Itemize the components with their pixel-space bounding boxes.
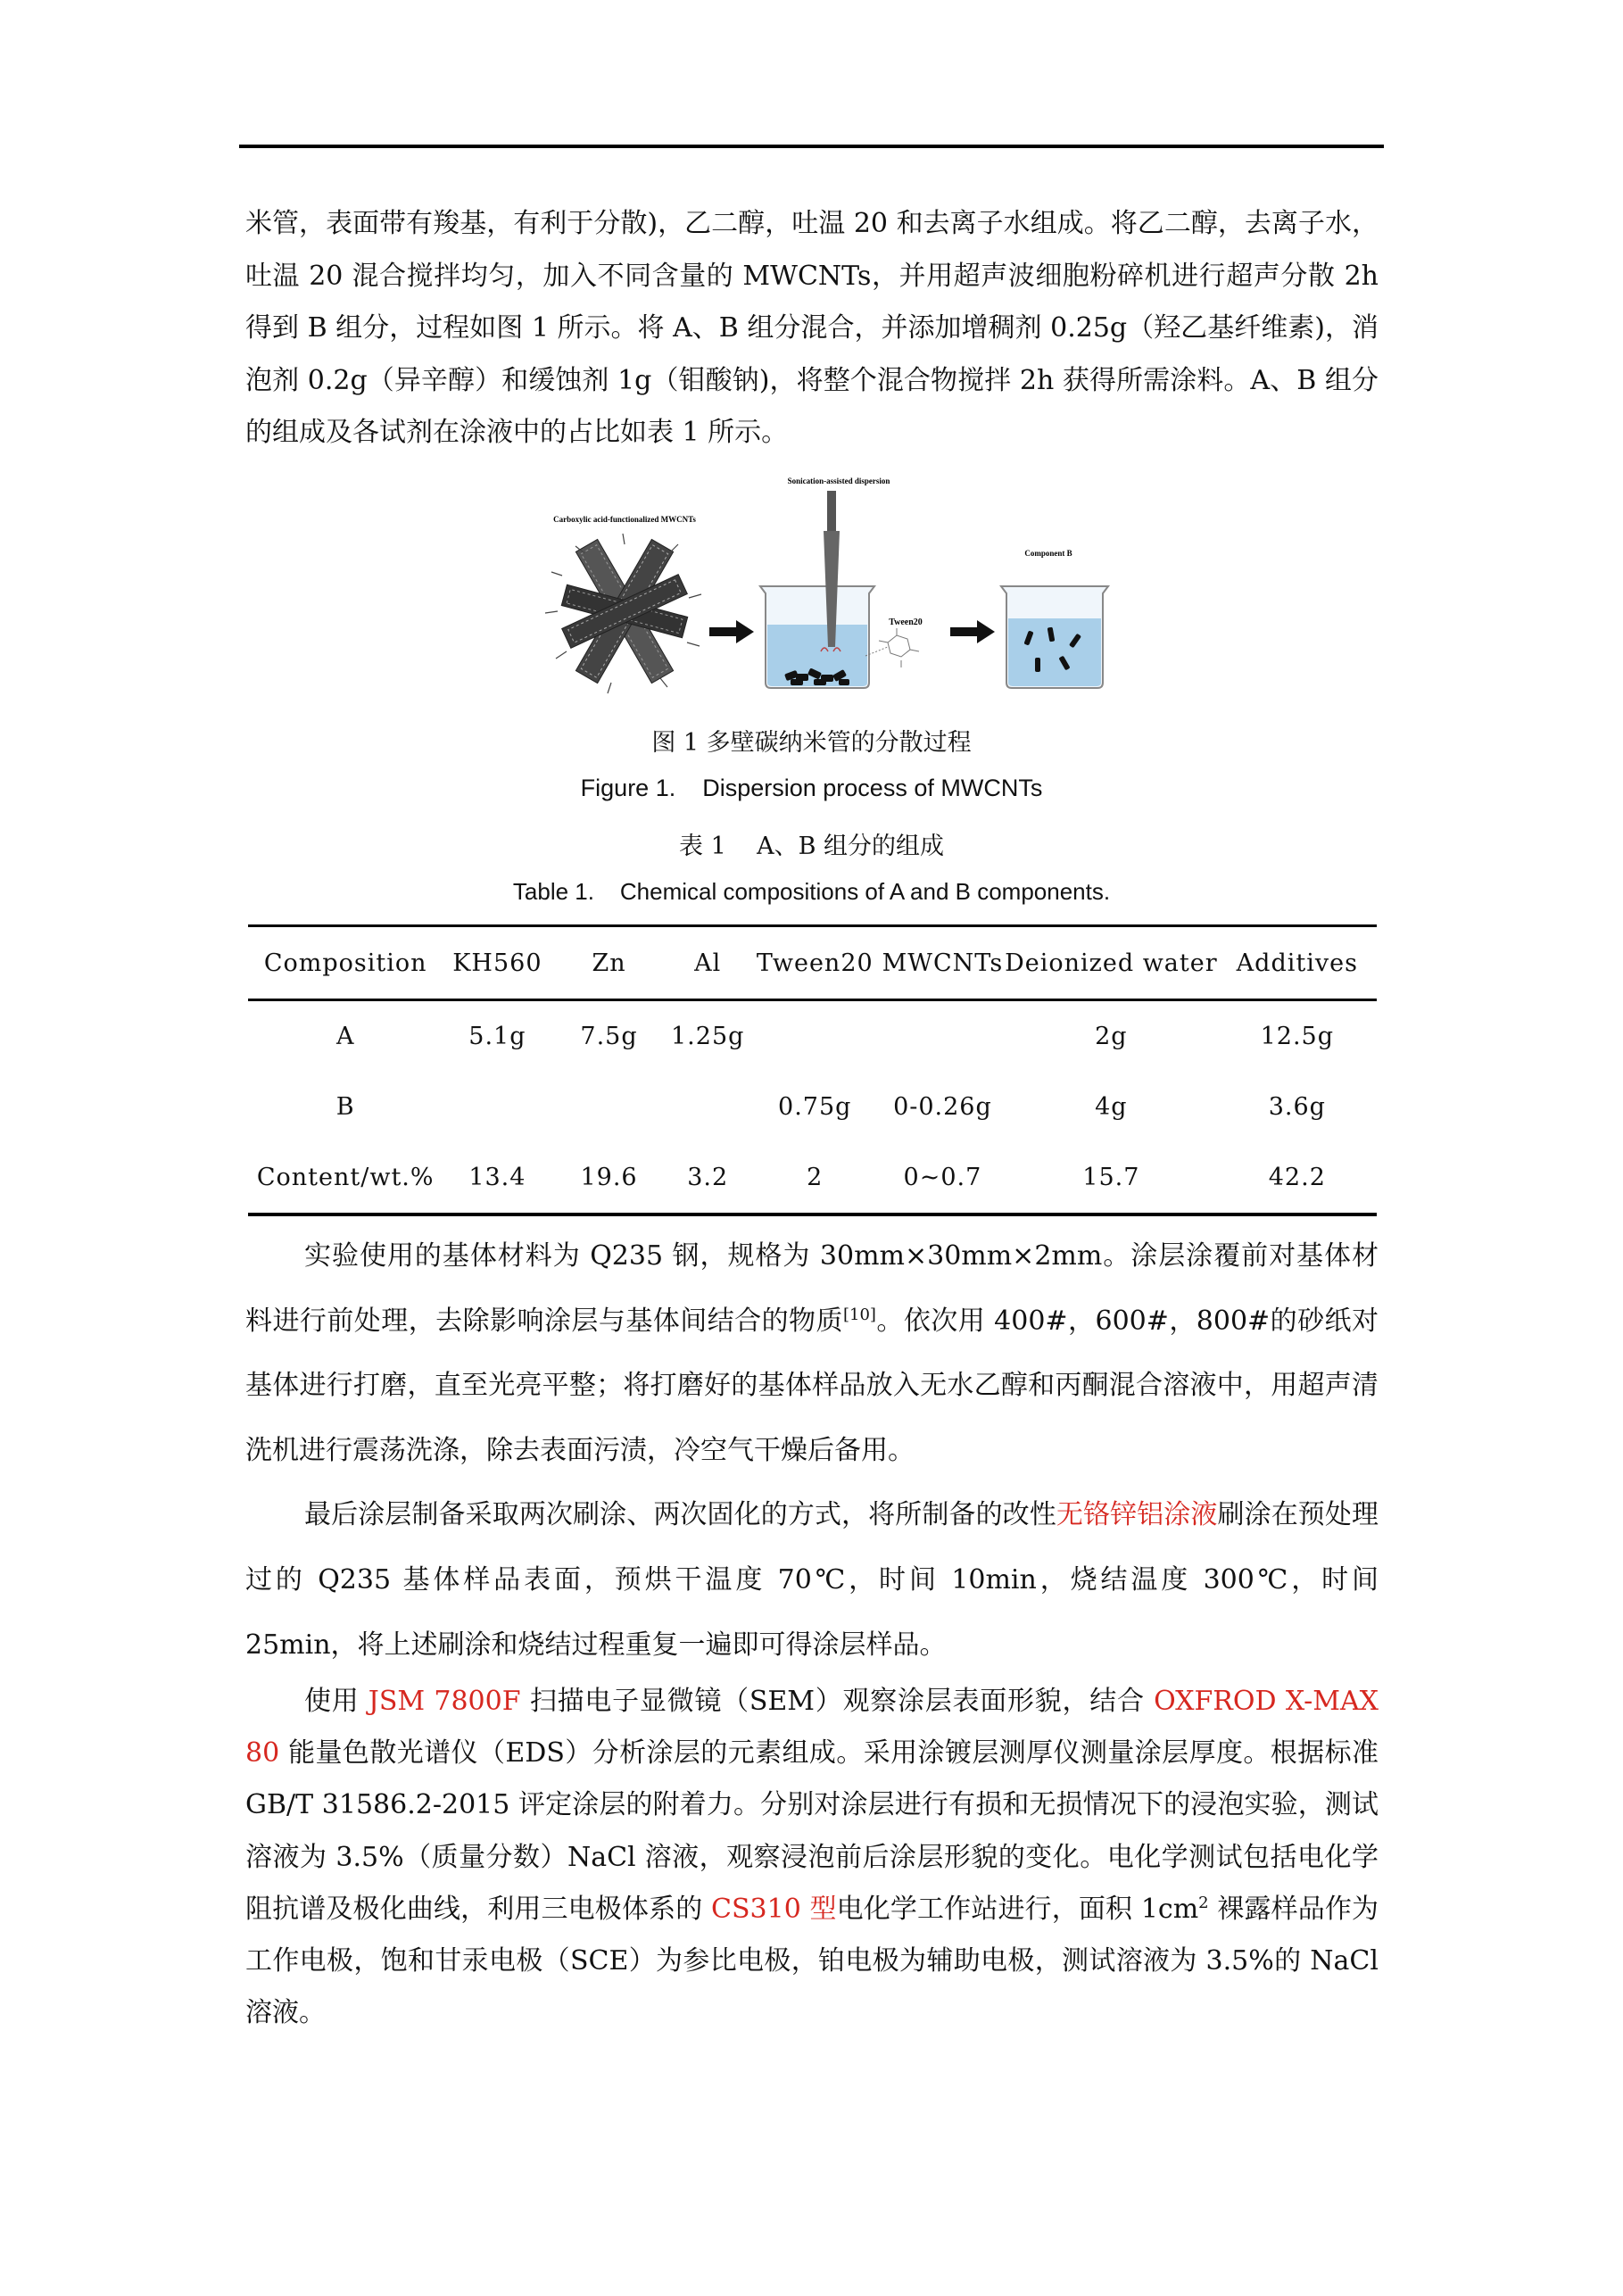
paragraph-1: 米管，表面带有羧基，有利于分散)，乙二醇，吐温 20 和去离子水组成。将乙二醇，去离子水，吐温 20 混合搅拌均匀，加入不同含量的 MWCNTs，并用超声波细胞粉碎机进行超声分散 2h 得到 B 组分，过程如图 1 所示。将 A、B 组分混合，并添加增稠剂 0.25g（羟乙基纤维素)，消泡剂 0.2g（异辛醇）和缓蚀剂 1g（钼酸钠)，将整个混合物搅拌 2h 获得所需涂料。A、B 组分的组成及各试剂在涂液中的占比如表 1 所示。 <box>245 208 1379 448</box>
figure-label-mwcnts: Carboxylic acid-functionalized MWCNTs <box>553 515 696 524</box>
table-header-cell: MWCNTs <box>882 949 1004 977</box>
table-cell: 15.7 <box>1082 1164 1140 1191</box>
highlight-text: OXFROD X-MAX 80 <box>245 1686 1379 1770</box>
table-cell: 1.25g <box>671 1022 745 1050</box>
table-header-cell: Al <box>694 949 722 977</box>
table-row <box>248 1000 1377 1072</box>
table-cell <box>667 1072 749 1143</box>
table-cell <box>551 1072 666 1143</box>
table-row <box>248 1072 1377 1143</box>
table-cell: 2 <box>807 1164 824 1191</box>
table-header-cell: Deionized water <box>1005 949 1218 977</box>
paragraph-4: 使用 JSM 7800F 扫描电子显微镜（SEM）观察涂层表面形貌，结合 OXFROD X-MAX 80 能量色散光谱仪（EDS）分析涂层的元素组成。采用涂镀层测厚仪测量涂层厚度。根据标准 GB/T 31586.2-2015 评定涂层的附着力。分别对涂层进行有损和无损情况下的浸泡实验，测试溶液为 3.5%（质量分数）NaCl 溶液，观察浸泡前后涂层形貌的变化。电化学测试包括电化学阻抗谱及极化曲线，利用三电极体系的 CS310 型电化学工作站进行，面积 $1cm^2$ 裸露样品作为工作电极，饱和甘汞电极（SCE）为参比电极，铂电极为辅助电极，测试溶液为 3.5%的 NaCl 溶液。 <box>245 1686 1379 2029</box>
table-cell: 3.2 <box>687 1164 729 1191</box>
figure-label-component-b: Component B <box>1024 549 1072 558</box>
table-cell <box>443 1072 551 1143</box>
figure-label-tween: Tween20 <box>889 618 923 627</box>
table-cell: 3.6g <box>1268 1093 1326 1121</box>
figure-dispersion <box>526 468 1115 709</box>
figure-label-sonication: Sonication-assisted dispersion <box>787 477 890 485</box>
arrow-right-icon <box>709 620 754 643</box>
arrow-right-icon <box>950 620 995 643</box>
table-cell: 19.6 <box>580 1164 638 1191</box>
superscript: 2 <box>1198 1893 1209 1912</box>
highlight-text: CS310 型 <box>711 1893 837 1925</box>
table-row <box>248 1143 1377 1214</box>
table-cell: 4g <box>1095 1093 1128 1121</box>
header-rule <box>239 145 1384 148</box>
table-cell: 5.1g <box>468 1022 526 1050</box>
table-cell: 13.4 <box>468 1164 526 1191</box>
figure-caption-en: Figure 1. Dispersion process of MWCNTs <box>580 775 1043 801</box>
citation-ref: [10] <box>842 1305 876 1324</box>
paragraph-2: 实验使用的基体材料为 Q235 钢，规格为 30mm×30mm×2mm。涂层涂覆前对基体材料进行前处理，去除影响涂层与基体间结合的物质[10]。依次用 400#，600#，800#的砂纸对基体进行打磨，直至光亮平整；将打磨好的基体样品放入无水乙醇和丙酮混合溶液中，用超声清洗机进行震荡洗涤，除去表面污渍，冷空气干燥后备用。 <box>245 1240 1379 1466</box>
composition-table <box>248 924 1377 1216</box>
table-cell <box>749 1000 881 1072</box>
table-header-cell: Composition <box>263 949 427 977</box>
table-cell: 7.5g <box>580 1022 638 1050</box>
highlight-text: JSM 7800F <box>368 1686 521 1717</box>
table-cell: 0.75g <box>778 1093 852 1121</box>
highlight-text: 无铬锌铝涂液 <box>1056 1499 1218 1530</box>
table-cell: B <box>335 1093 355 1121</box>
beaker-component-b-icon <box>1001 586 1108 688</box>
table-cell: 42.2 <box>1268 1164 1326 1191</box>
tween-molecule-icon <box>865 628 919 667</box>
table-header-cell: KH560 <box>452 949 542 977</box>
table-cell <box>881 1000 1005 1072</box>
table-header-row <box>248 926 1377 1000</box>
figure-caption-zh: 图 1 多壁碳纳米管的分散过程 <box>651 729 972 757</box>
table-caption-en: Table 1. Chemical compositions of A and B components. <box>512 878 1111 905</box>
table-cell: 0-0.26g <box>893 1093 992 1121</box>
table-header-cell: Zn <box>592 949 626 977</box>
paragraph-3: 最后涂层制备采取两次刷涂、两次固化的方式，将所制备的改性无铬锌铝涂液刷涂在预处理过的 Q235 基体样品表面，预烘干温度 70℃，时间 10min，烧结温度 300℃，时间 25min，将上述刷涂和烧结过程重复一遍即可得涂层样品。 <box>245 1499 1379 1661</box>
mwcnt-bundle-icon <box>545 534 701 693</box>
table-header-cell: Additives <box>1236 949 1358 977</box>
table-cell: 2g <box>1095 1022 1128 1050</box>
beaker-sonication-icon <box>760 491 874 688</box>
table-caption-zh: 表 1 A、B 组分的组成 <box>678 833 944 860</box>
table-cell: 0~0.7 <box>903 1164 982 1191</box>
table-cell: 12.5g <box>1260 1022 1335 1050</box>
table-cell: Content/wt.% <box>256 1164 435 1191</box>
table-cell: A <box>335 1022 355 1050</box>
table-header-cell: Tween20 <box>756 949 874 977</box>
